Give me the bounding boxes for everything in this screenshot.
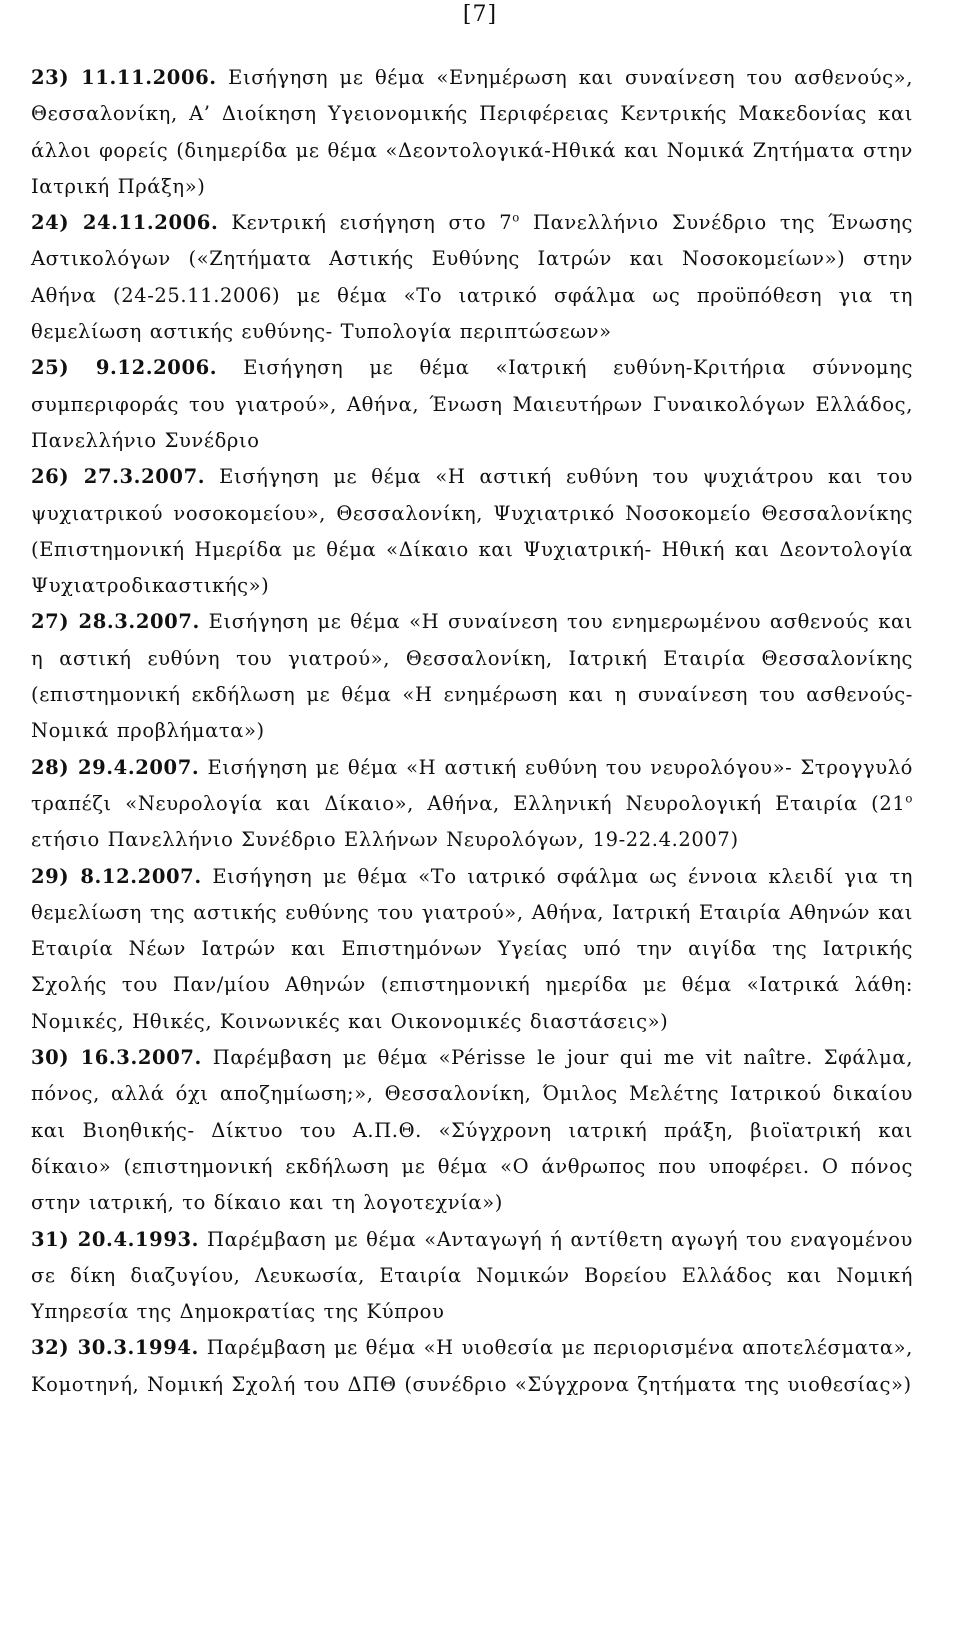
list-item: [31, 1222, 913, 1331]
entry-text: Εισήγηση με θέμα «Η αστική ευθύνη του νευρολόγου»- Στρογγυλό τραπέζι «Νευρολογία και Δίκαιο», Αθήνα, Ελληνική Νευρολογική Εταιρία (21: [31, 755, 913, 815]
entry-date-label: 28) 29.4.2007.: [31, 755, 200, 779]
entry-date-label: 25) 9.12.2006.: [31, 356, 218, 380]
entry-text: ετήσιο Πανελλήνιο Συνέδριο Ελλήνων Νευρολόγων, 19-22.4.2007): [31, 828, 739, 852]
list-item: [31, 205, 913, 350]
entry-text: Παρέμβαση με θέμα «Périsse le jour qui me vit naître. Σφάλμα, πόνος, αλλά όχι αποζημίωση;», Θεσσαλονίκη, Όμιλος Μελέτης Ιατρικού δικαίου και Βιοηθικής- Δίκτυο του Α.Π.Θ. «Σύγχρονη ιατρική πράξη, βιοϊατρική και δίκαιο» (επιστημονική εκδήλωση με θέμα «Ο άνθρωπος που υποφέρει. Ο πόνος στην ιατρική, το δίκαιο και τη λογοτεχνία»): [31, 1046, 913, 1215]
list-item: [31, 1330, 913, 1403]
entry-text: Παρέμβαση με θέμα «Η υιοθεσία με περιορισμένα αποτελέσματα», Κομοτηνή, Νομική Σχολή του ΔΠΘ (συνέδριο «Σύγχρονα ζητήματα της υιοθεσίας»): [31, 1336, 913, 1396]
list-item: [31, 60, 913, 205]
entry-text: Εισήγηση με θέμα «Ιατρική ευθύνη-Κριτήρια σύννομης συμπεριφοράς του γιατρού», Αθήνα, Ένωση Μαιευτήρων Γυναικολόγων Ελλάδος, Πανελλήνιο Συνέδριο: [31, 356, 913, 452]
entry-date-label: 26) 27.3.2007.: [31, 465, 206, 489]
entry-text: Εισήγηση με θέμα «Το ιατρικό σφάλμα ως έννοια κλειδί για τη θεμελίωση της αστικής ευθύνης του γιατρού», Αθήνα, Ιατρική Εταιρία Αθηνών και Εταιρία Νέων Ιατρών και Επιστημόνων Υγείας υπό την αιγίδα της Ιατρικής Σχολής του Παν/μίου Αθηνών (επιστημονική ημερίδα με θέμα «Ιατρικά λάθη: Νομικές, Ηθικές, Κοινωνικές και Οικονομικές διαστάσεις»): [31, 864, 913, 1033]
list-item: [31, 859, 913, 1040]
entry-text: Εισήγηση με θέμα «Η συναίνεση του ενημερωμένου ασθενούς και η αστική ευθύνη του γιατρού», Θεσσαλονίκη, Ιατρική Εταιρία Θεσσαλονίκης (επιστημονική εκδήλωση με θέμα «Η ενημέρωση και η συναίνεση του ασθενούς- Νομικά προβλήματα»): [31, 610, 913, 743]
entry-date-label: 23) 11.11.2006.: [31, 66, 217, 89]
list-item: [31, 1040, 913, 1221]
entry-text: Πανελλήνιο Συνέδριο της Ένωσης Αστικολόγων («Ζητήματα Αστικής Ευθύνης Ιατρών και Νοσοκομείων») στην Αθήνα (24-25.11.2006) με θέμα «Το ιατρικό σφάλμα ως προϋπόθεση για τη θεμελίωση αστικής ευθύνης- Τυπολογία περιπτώσεων»: [31, 211, 913, 344]
entry-date-label: 29) 8.12.2007.: [31, 864, 202, 888]
entry-text: Παρέμβαση με θέμα «Ανταγωγή ή αντίθετη αγωγή του εναγομένου σε δίκη διαζυγίου, Λευκωσία, Εταιρία Νομικών Βορείου Ελλάδος και Νομική Υπηρεσία της Δημοκρατίας της Κύπρου: [31, 1227, 913, 1324]
entry-date-label: 32) 30.3.1994.: [31, 1336, 199, 1360]
entry-date-label: 30) 16.3.2007.: [31, 1046, 202, 1070]
entry-date-label: 27) 28.3.2007.: [31, 610, 200, 634]
entries-list: [31, 60, 913, 1403]
entry-date-label: 24) 24.11.2006.: [31, 211, 219, 235]
entry-text: Εισήγηση με θέμα «Η αστική ευθύνη του ψυχιάτρου και του ψυχιατρικού νοσοκομείου», Θεσσαλονίκη, Ψυχιατρικό Νοσοκομείο Θεσσαλονίκης (Επιστημονική Ημερίδα με θέμα «Δίκαιο και Ψυχιατρική- Ηθική και Δεοντολογία Ψυχιατροδικαστικής»): [31, 465, 913, 598]
list-item: [31, 604, 913, 749]
entry-text: Κεντρική εισήγηση στο 7: [218, 211, 513, 235]
entry-date-label: 31) 20.4.1993.: [31, 1227, 200, 1251]
list-item: [31, 350, 913, 459]
list-item: [31, 750, 913, 859]
entry-text: Εισήγηση με θέμα «Ενημέρωση και συναίνεση του ασθενούς», Θεσσαλονίκη, Α’ Διοίκηση Υγειονομικής Περιφέρειας Κεντρικής Μακεδονίας και άλλοι φορείς (διημερίδα με θέμα «Δεοντολογικά-Ηθικά και Νομικά Ζητήματα στην Ιατρική Πράξη»): [31, 66, 913, 198]
page-number: [7]: [462, 2, 498, 27]
list-item: [31, 459, 913, 604]
ordinal-superscript: ο: [512, 210, 520, 225]
ordinal-superscript: ο: [905, 791, 913, 806]
